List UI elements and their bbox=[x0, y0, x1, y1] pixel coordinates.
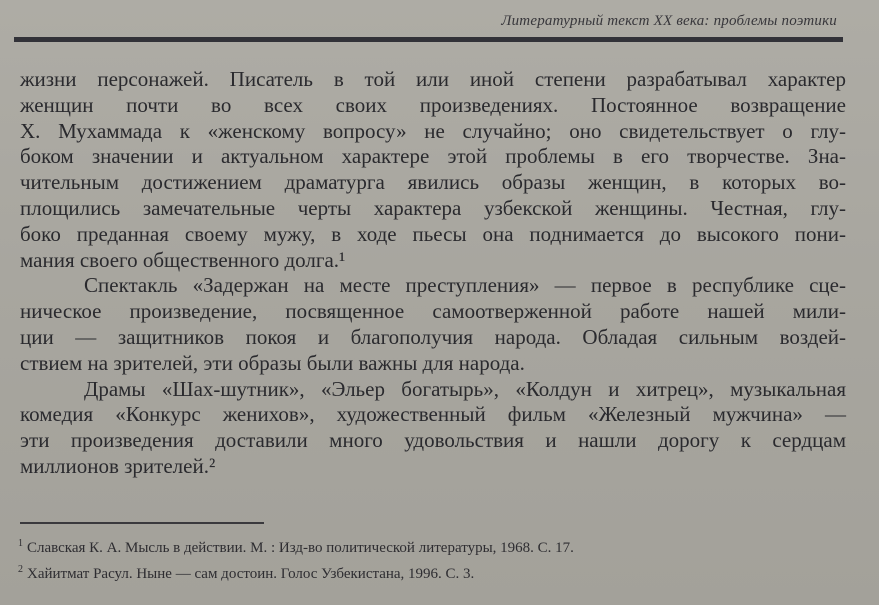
paragraph-2 bbox=[20, 273, 846, 376]
text-line: комедия «Конкурс женихов», художественный фильм «Железный мужчина» — bbox=[20, 402, 846, 427]
footnote-1 bbox=[18, 533, 574, 559]
text-line: эти произведения доставили много удовольствия и нашли дорогу к сердцам bbox=[20, 428, 846, 453]
footnote-text: Славская К. А. Мысль в действии. М. : Изд-во политической литературы, 1968. С. 17. bbox=[27, 540, 574, 556]
footnote-marker: 1 bbox=[18, 538, 23, 549]
running-head-title: Литературный текст XX века: проблемы поэтики bbox=[501, 13, 837, 29]
footnote-2 bbox=[18, 559, 574, 585]
footnote-marker: 2 bbox=[18, 564, 23, 575]
footnotes bbox=[18, 533, 574, 585]
header-rule bbox=[14, 37, 843, 42]
footnote-separator bbox=[20, 522, 264, 524]
paragraph-1 bbox=[20, 67, 846, 273]
text-line: жизни персонажей. Писатель в той или иной степени разрабатывал характер bbox=[20, 67, 846, 91]
body-text bbox=[20, 67, 846, 480]
text-line: боко преданная своему мужу, в ходе пьесы она поднимается до высокого пони- bbox=[20, 221, 846, 246]
text-line: площились замечательные черты характера узбекской женщины. Честная, глу- bbox=[20, 195, 846, 220]
text-line: Х. Мухаммада к «женскому вопросу» не случайно; оно свидетельствует о глу- bbox=[20, 118, 846, 143]
text-line: ническое произведение, посвященное самоотверженной работе нашей мили- bbox=[20, 299, 846, 324]
text-line: боком значении и актуальном характере этой проблемы в его творчестве. Зна- bbox=[20, 144, 846, 169]
text-line: женщин почти во всех своих произведениях. Постоянное возвращение bbox=[20, 92, 846, 117]
text-line: Спектакль «Задержан на месте преступления» — первое в республике сце- bbox=[84, 273, 846, 298]
text-line: миллионов зрителей.² bbox=[20, 453, 216, 478]
text-line: мания своего общественного долга.¹ bbox=[20, 247, 346, 272]
text-line: ствием на зрителей, эти образы были важны для народа. bbox=[20, 350, 525, 375]
footnote-text: Хайитмат Расул. Ныне — сам достоин. Голос Узбекистана, 1996. С. 3. bbox=[27, 566, 475, 582]
text-line: Драмы «Шах-шутник», «Эльер богатырь», «Колдун и хитрец», музыкальная bbox=[84, 376, 846, 401]
paragraph-3 bbox=[20, 377, 846, 480]
text-line: ции — защитников покоя и благополучия народа. Обладая сильным воздей- bbox=[20, 324, 846, 349]
text-line: чительным достижением драматурга явились образы женщин, в которых во- bbox=[20, 170, 846, 195]
